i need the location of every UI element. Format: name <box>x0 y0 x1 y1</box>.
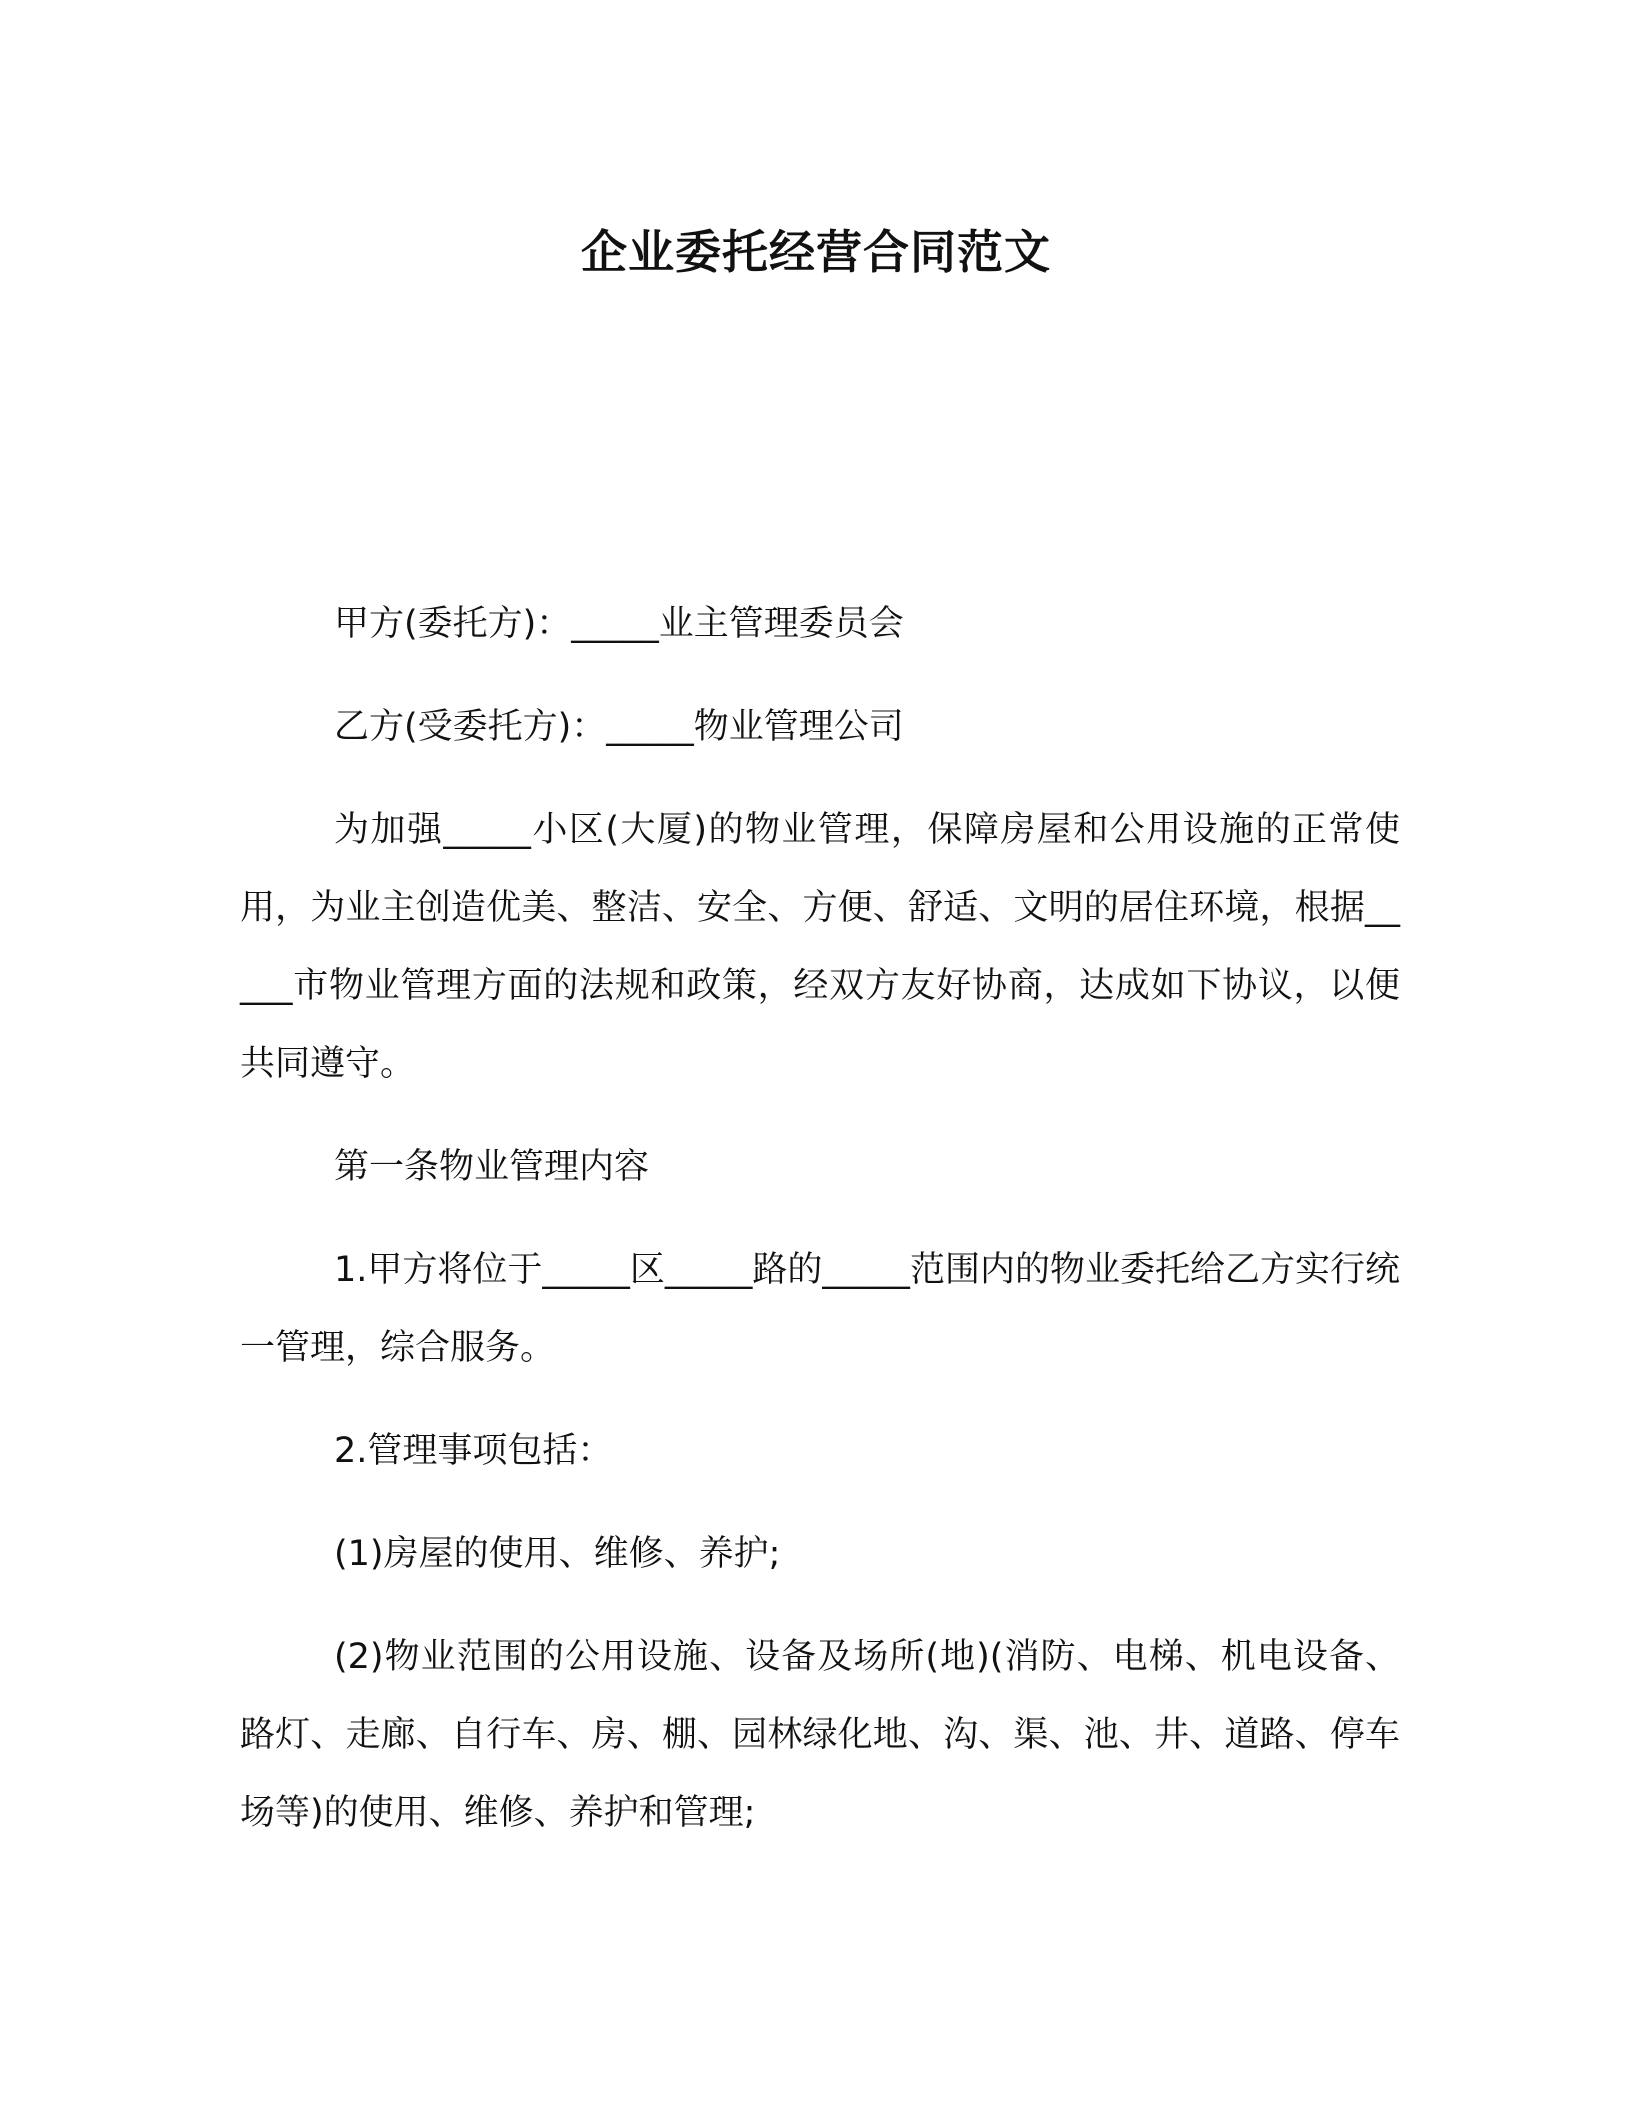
party-a-line: 甲方(委托方)：_____业主管理委员会 <box>334 604 904 644</box>
party-b-line: 乙方(受委托方)：_____物业管理公司 <box>334 707 904 747</box>
article-one-heading: 第一条物业管理内容 <box>334 1147 650 1187</box>
clause-1: 1.甲方将位于_____区_____路的_____范围内的物业委托给乙方实行统一管理，综合服务。 <box>240 1250 1400 1368</box>
document-title: 企业委托经营合同范文 <box>581 225 1051 279</box>
document-body <box>240 585 1400 1877</box>
clause-2-item-2: (2)物业范围的公用设施、设备及场所(地)(消防、电梯、机电设备、路灯、走廊、自行车、房、棚、园林绿化地、沟、渠、池、井、道路、停车场等)的使用、维修、养护和管理; <box>240 1637 1400 1833</box>
preamble-paragraph: 为加强_____小区(大厦)的物业管理，保障房屋和公用设施的正常使用，为业主创造优美、整洁、安全、方便、舒适、文明的居住环境，根据_____市物业管理方面的法规和政策，经双方友好协商，达成如下协议，以便共同遵守。 <box>240 810 1400 1084</box>
clause-2-item-1: (1)房屋的使用、维修、养护; <box>334 1534 781 1574</box>
clause-2: 2.管理事项包括： <box>334 1431 613 1471</box>
